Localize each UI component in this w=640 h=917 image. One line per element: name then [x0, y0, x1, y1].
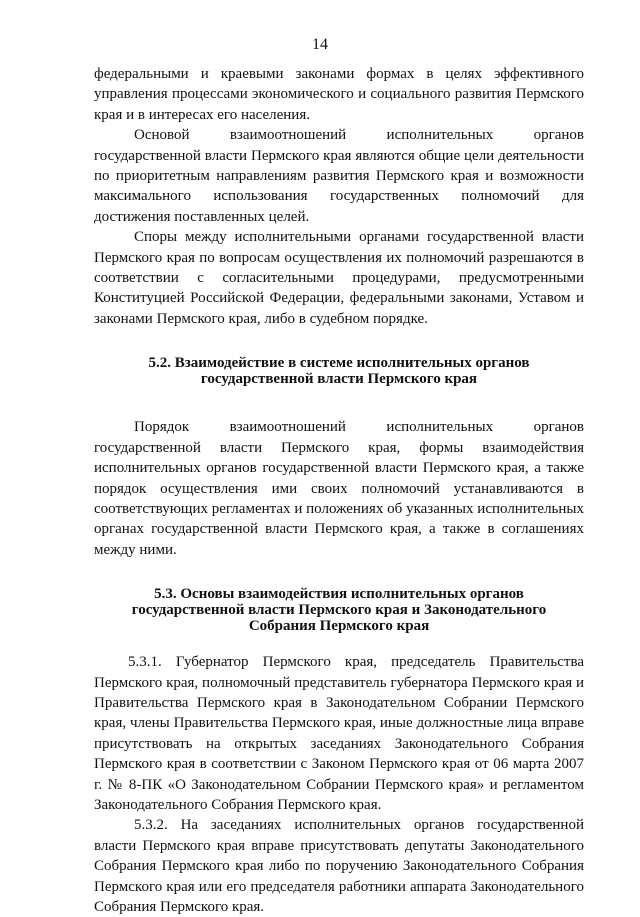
section-heading-line: 5.3. Основы взаимодействия исполнительных органов	[154, 586, 524, 603]
paragraph-disputes: Споры между исполнительными органами государственной власти Пермского края по вопросам осуществления их полномочий разрешаются в соответствии с согласительными процедурами, предусмотренными Конституцией Российской Федерации, федеральными законами, Уставом и законами Пермского края, либо в судебном порядке.	[94, 229, 584, 327]
section-heading-line: 5.2. Взаимодействие в системе исполнительных органов	[148, 355, 530, 372]
section-heading-5-2	[94, 355, 584, 387]
paragraph-continuation: федеральными и краевыми законами формах в целях эффективного управления процессами экономического и социального развития Пермского края и в интересах его населения.	[94, 66, 584, 123]
paragraph-5-3-1: 5.3.1. Губернатор Пермского края, председатель Правительства Пермского края, полномочный представитель губернатора Пермского края и Правительства Пермского края в Законодательном Собрании Пермского края, члены Правительства Пермского края, иные должностные лица вправе присутствовать на открытых заседаниях Законодательного Собрания Пермского края в соответствии с Законом Пермского края от 06 марта 2007 г. № 8-ПК «О Законодательном Собрании Пермского края» и регламентом Законодательного Собрания Пермского края.	[94, 654, 584, 813]
paragraph-basis: Основой взаимоотношений исполнительных органов государственной власти Пермского края являются общие цели деятельности по приоритетным направлениям развития Пермского края и возможности максимального использования государственных полномочий для достижения поставленных целей.	[94, 127, 584, 225]
paragraph-5-3-2: 5.3.2. На заседаниях исполнительных органов государственной власти Пермского края вправе присутствовать депутаты Законодательного Собрания Пермского края либо по поручению Законодательного Собрания Пермского края или его председателя работники аппарата Законодательного Собрания Пермского края.	[94, 817, 584, 915]
section-heading-5-3	[94, 586, 584, 634]
section-heading-line: государственной власти Пермского края	[200, 371, 478, 388]
section-heading-line: государственной власти Пермского края и Законодательного	[131, 602, 547, 619]
document-body	[94, 64, 584, 917]
section-heading-line: Собрания Пермского края	[248, 618, 430, 635]
paragraph-interaction-order: Порядок взаимоотношений исполнительных органов государственной власти Пермского края, формы взаимодействия исполнительных органов государственной власти Пермского края, а также порядок осуществления ими своих полномочий устанавливаются в соответствующих регламентах и положениях об указанных исполнительных органах государственной власти Пермского края, а также в соглашениях между ними.	[94, 419, 584, 558]
page-number: 14	[312, 36, 328, 53]
